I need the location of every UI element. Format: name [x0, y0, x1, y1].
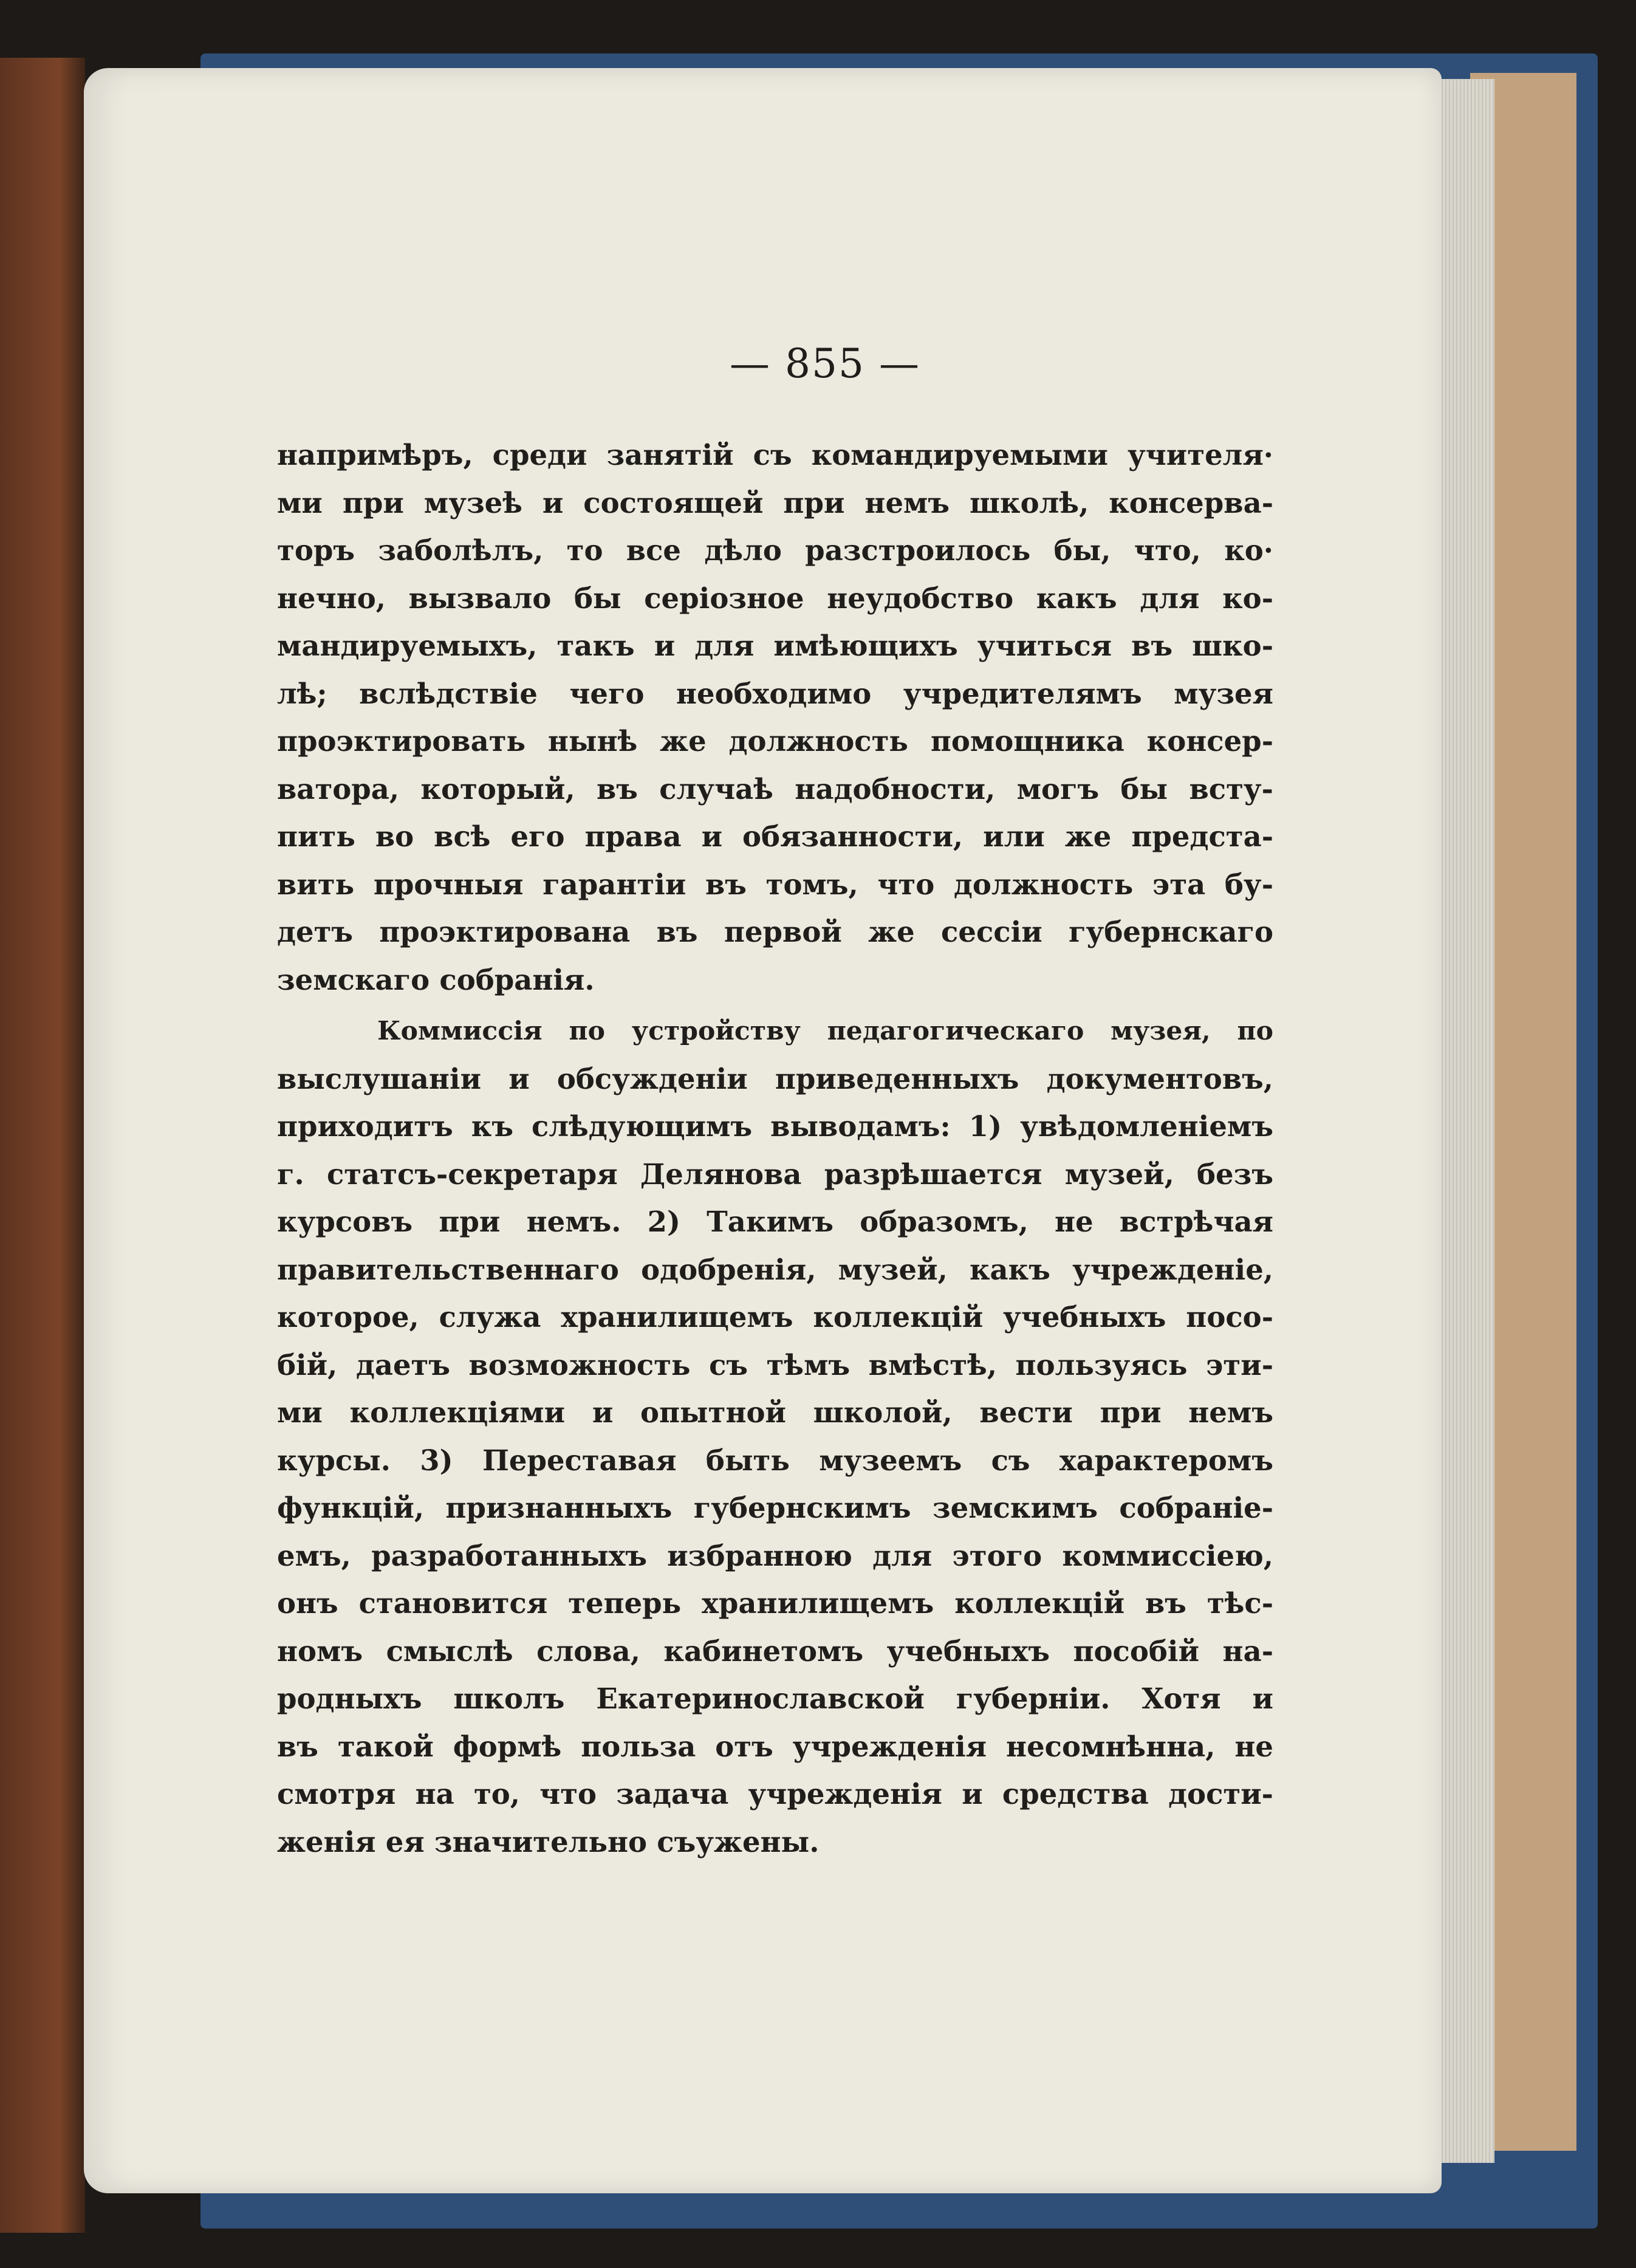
text-line: курсовъ при немъ. 2) Такимъ образомъ, не встрѣчая	[277, 1205, 1273, 1238]
text-line: земскаго собранія.	[277, 962, 595, 996]
text-line: номъ смыслѣ слова, кабинетомъ учебныхъ пособій на-	[277, 1634, 1273, 1668]
text-line: родныхъ школъ Екатеринославской губерніи. Хотя и	[277, 1682, 1273, 1715]
text-line: лѣ; вслѣдствіе чего необходимо учредителямъ музея	[277, 676, 1273, 710]
text-line: выслушаніи и обсужденіи приведенныхъ документовъ,	[277, 1061, 1273, 1095]
text-line: смотря на то, что задача учрежденія и средства дости-	[277, 1777, 1273, 1811]
text-line: которое, служа хранилищемъ коллекцій учебныхъ посо-	[277, 1300, 1273, 1334]
text-line: ватора, который, въ случаѣ надобности, могъ бы всту-	[277, 772, 1273, 806]
text-line: бій, даетъ возможность съ тѣмъ вмѣстѣ, пользуясь эти-	[277, 1348, 1273, 1382]
text-line: правительственнаго одобренія, музей, какъ учрежденіе,	[277, 1252, 1273, 1286]
text-line: г. статсъ-секретаря Делянова разрѣшается музей, безъ	[277, 1157, 1273, 1191]
text-line: нечно, вызвало бы серіозное неудобство какъ для ко-	[277, 581, 1273, 615]
text-line: приходитъ къ слѣдующимъ выводамъ: 1) увѣдомленіемъ	[277, 1109, 1273, 1143]
paragraph	[277, 1007, 1273, 1866]
text-line: детъ проэктирована въ первой же сессіи губернскаго	[277, 915, 1273, 948]
paragraph	[277, 431, 1273, 1004]
text-line: женія ея значительно съужены.	[277, 1824, 820, 1859]
text-line: проэктировать нынѣ же должность помощника консер-	[277, 724, 1273, 758]
text-line: напримѣръ, среди занятій съ командируемыми учителя·	[277, 438, 1273, 471]
text-line: емъ, разработанныхъ избранною для этого коммиссіею,	[277, 1538, 1273, 1572]
text-line: курсы. 3) Переставая быть музеемъ съ характеромъ	[277, 1443, 1273, 1477]
text-line: ми при музеѣ и состоящей при немъ школѣ, консерва-	[277, 485, 1273, 519]
text-line: въ такой формѣ польза отъ учрежденія несомнѣнна, не	[277, 1729, 1273, 1763]
text-line: онъ становится теперь хранилищемъ коллекцій въ тѣс-	[277, 1586, 1273, 1620]
text-line: ми коллекціями и опытной школой, вести при немъ	[277, 1396, 1273, 1429]
text-line: мандируемыхъ, такъ и для имѣющихъ учиться въ шко-	[277, 629, 1273, 662]
text-line: пить во всѣ его права и обязанности, или же предста-	[277, 820, 1273, 853]
text-line: функцій, признанныхъ губернскимъ земскимъ собраніе-	[277, 1491, 1273, 1524]
page-text	[277, 431, 1273, 1866]
book-spine	[0, 58, 85, 2233]
book-page	[84, 68, 1442, 2193]
text-line: вить прочныя гарантіи въ томъ, что должность эта бу-	[277, 867, 1273, 901]
text-line: торъ заболѣлъ, то все дѣло разстроилось бы, что, ко·	[277, 533, 1273, 567]
page-number: — 855 —	[730, 340, 920, 387]
text-line: Коммиссія по устройству педагогическаго музея, по	[377, 1016, 1273, 1046]
